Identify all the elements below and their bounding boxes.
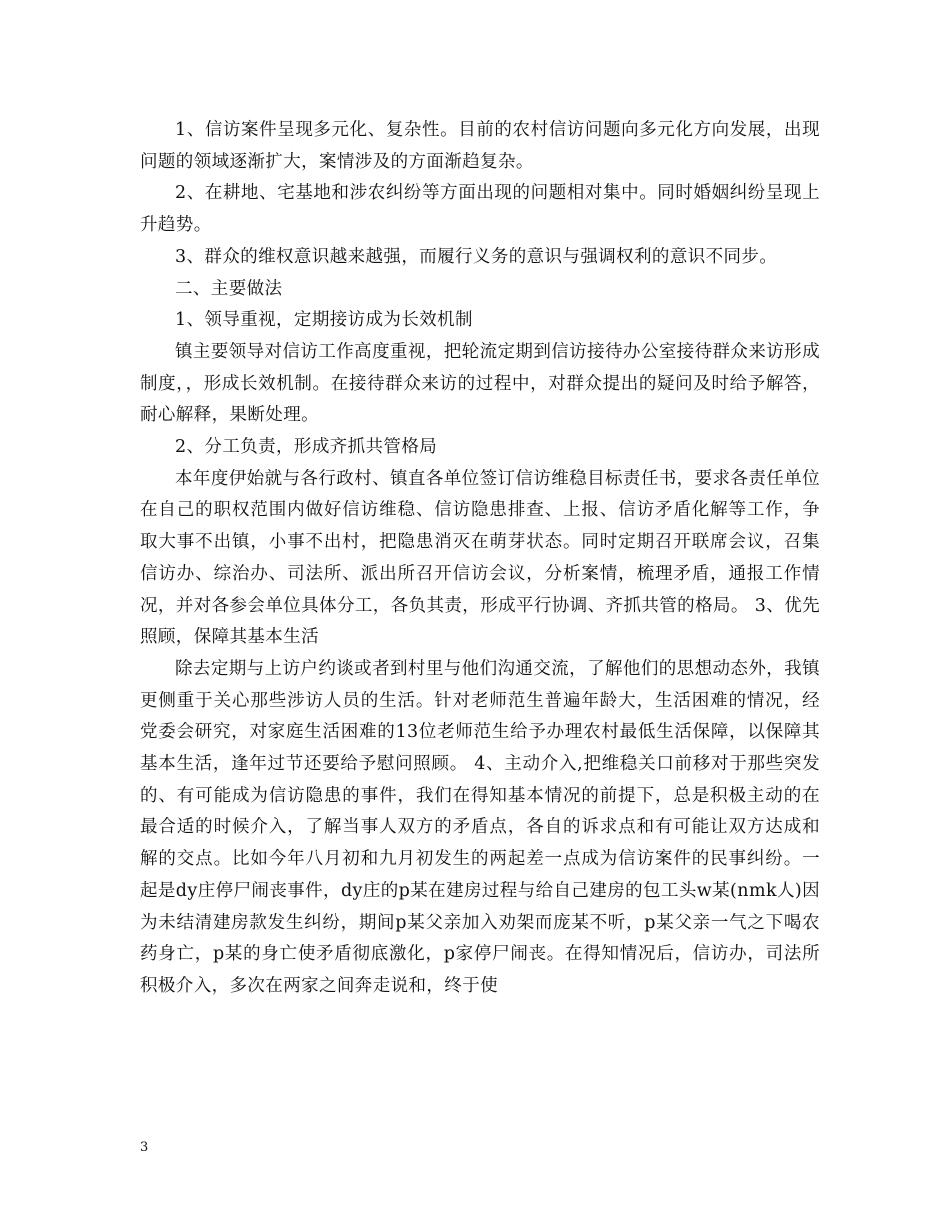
paragraph-priority-care: 除去定期与上访户约谈或者到村里与他们沟通交流，了解他们的思想动态外，我镇更侧重于关心那些涉访人员的生活。针对老师范生普遍年龄大，生活困难的情况，经党委会研究，对家庭生活困难的13位老师范生给予办理农村最低生活保障，以保障其基本生活，逢年过节还要给予慰问照顾。 4、主动介入,把维稳关口前移对于那些突发的、有可能成为信访隐患的事件，我们在得知基本情况的前提下，总是积极主动的在最合适的时候介入，了解当事人双方的矛盾点，各自的诉求点和有可能让双方达成和解的交点。比如今年八月初和九月初发生的两起差一点成为信访案件的民事纠纷。一起是dy庄停尸闹丧事件，dy庄的p某在建房过程与给自己建房的包工头w某(nmk人)因为未结清建房款发生纠纷，期间p某父亲加入劝架而庞某不听，p某父亲一气之下喝农药身亡，p某的身亡使矛盾彻底激化，p家停尸闹丧。在得知情况后，信访办，司法所积极介入，多次在两家之间奔走说和，终于使	[140, 658, 820, 996]
paragraph-3: 3、群众的维权意识越来越强，而履行义务的意识与强调权利的意识不同步。	[175, 246, 778, 267]
subheading-division-of-labor: 2、分工负责，形成齐抓共管格局	[175, 437, 438, 458]
paragraph-1: 1、信访案件呈现多元化、复杂性。目前的农村信访问题向多元化方向发展，出现问题的领域逐渐扩大，案情涉及的方面渐趋复杂。	[140, 120, 820, 172]
section-heading-main-practices: 二、主要做法	[175, 278, 283, 299]
paragraph-division-of-labor: 本年度伊始就与各行政村、镇直各单位签订信访维稳目标责任书，要求各责任单位在自己的职权范围内做好信访维稳、信访隐患排查、上报、信访矛盾化解等工作，争取大事不出镇，小事不出村，把隐患消灭在萌芽状态。同时定期召开联席会议，召集信访办、综治办、司法所、派出所召开信访会议，分析案情，梳理矛盾，通报工作情况，并对各参会单位具体分工，各负其责，形成平行协调、齐抓共管的格局。 3、优先照顾，保障其基本生活	[140, 468, 820, 648]
paragraph-2: 2、在耕地、宅基地和涉农纠纷等方面出现的问题相对集中。同时婚姻纠纷呈现上升趋势。	[140, 183, 820, 236]
subheading-leadership: 1、领导重视，定期接访成为长效机制	[175, 310, 473, 331]
document-body	[140, 115, 820, 1003]
page-number: 3	[140, 1140, 149, 1155]
paragraph-leadership: 镇主要领导对信访工作高度重视，把轮流定期到信访接待办公室接待群众来访形成制度，，形成长效机制。在接待群众来访的过程中，对群众提出的疑问及时给予解答，耐心解释，果断处理。	[140, 341, 820, 426]
